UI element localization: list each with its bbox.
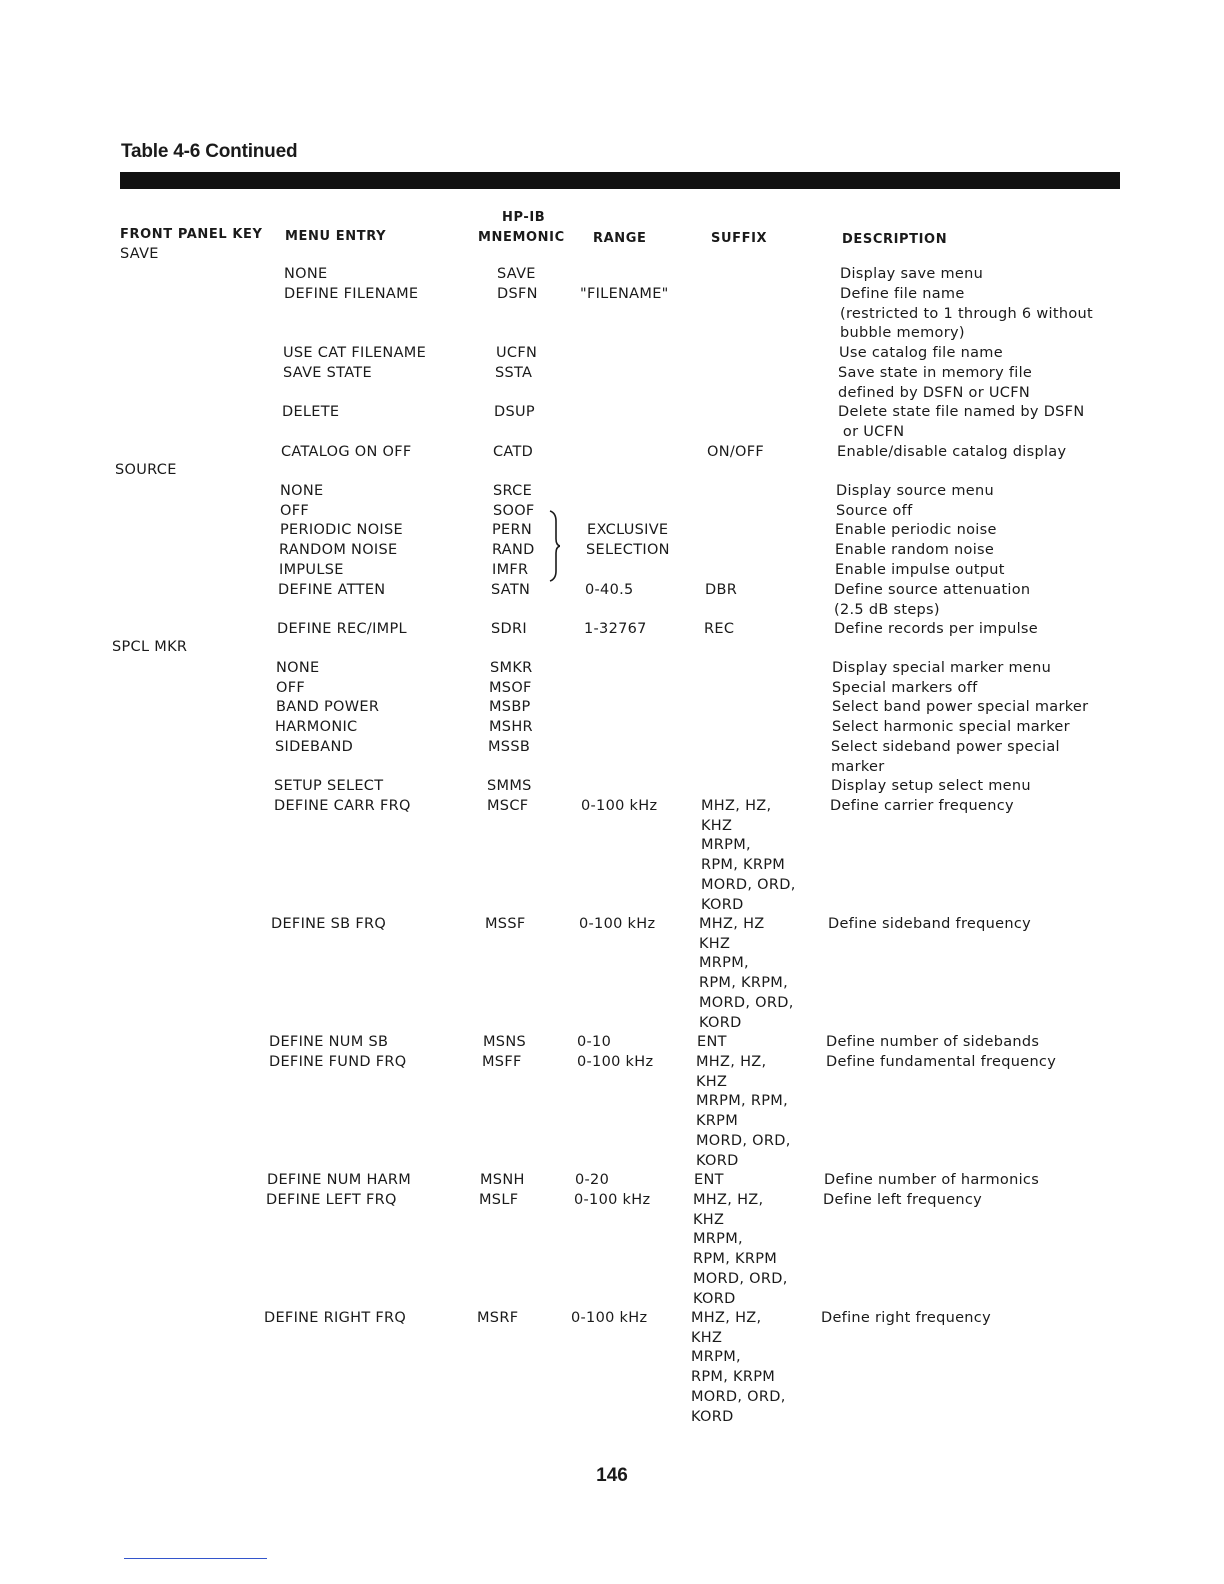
- mnemonic-cell: MSHR: [489, 719, 533, 735]
- mnemonic-cell: MSSB: [488, 739, 531, 755]
- mnemonic-cell: IMFR: [492, 562, 529, 578]
- menu-entry-cell: IMPULSE: [279, 562, 344, 578]
- mnemonic-cell: SAVE: [497, 266, 536, 282]
- mnemonic-cell: SSTA: [495, 365, 533, 381]
- menu-entry-cell: DEFINE REC/IMPL: [277, 621, 407, 637]
- description-cell: Define sideband frequency: [828, 916, 1031, 932]
- mnemonic-cell: SDRI: [491, 621, 527, 637]
- description-cell: Display special marker menu: [832, 660, 1052, 676]
- description-cell: Define records per impulse: [834, 621, 1038, 637]
- mnemonic-cell: SRCE: [493, 483, 533, 499]
- suffix-cell: MHZ, HZ KHZ MRPM, RPM, KRPM, MORD, ORD, KORD: [699, 916, 794, 1031]
- header-mnemonic-line1: HP-IB: [502, 210, 546, 225]
- menu-entry-cell: OFF: [280, 503, 309, 519]
- range-cell: 0-20: [575, 1172, 610, 1188]
- mnemonic-cell: MSNS: [483, 1034, 526, 1050]
- range-cell: "FILENAME": [580, 286, 669, 302]
- table-title: Table 4-6 Continued: [121, 141, 298, 162]
- suffix-cell: ON/OFF: [707, 444, 765, 460]
- menu-entry-cell: DELETE: [282, 404, 340, 420]
- menu-entry-cell: DEFINE RIGHT FRQ: [264, 1310, 407, 1326]
- description-cell: Display save menu: [840, 266, 984, 282]
- mnemonic-cell: SATN: [491, 582, 531, 598]
- range-cell: 0-40.5: [585, 582, 634, 598]
- mnemonic-cell: MSNH: [480, 1172, 525, 1188]
- mnemonic-cell: MSFF: [482, 1054, 522, 1070]
- description-cell: Special markers off: [832, 680, 978, 696]
- range-cell: 0-100 kHz: [574, 1192, 651, 1208]
- menu-entry-cell: SIDEBAND: [275, 739, 354, 755]
- description-cell: Source off: [836, 503, 913, 519]
- menu-entry-cell: BAND POWER: [276, 699, 380, 715]
- key-source: SOURCE: [115, 462, 177, 478]
- range-cell: 0-10: [577, 1034, 612, 1050]
- mnemonic-cell: MSRF: [477, 1310, 519, 1326]
- menu-entry-cell: CATALOG ON OFF: [281, 444, 412, 460]
- mnemonic-cell: MSOF: [489, 680, 532, 696]
- mnemonic-cell: RAND: [492, 542, 535, 558]
- mnemonic-cell: CATD: [493, 444, 534, 460]
- menu-entry-cell: PERIODIC NOISE: [280, 522, 403, 538]
- menu-entry-cell: DEFINE LEFT FRQ: [266, 1192, 397, 1208]
- key-spcl-mkr: SPCL MKR: [112, 639, 188, 655]
- mnemonic-cell: DSFN: [497, 286, 538, 302]
- header-mnemonic-line2: MNEMONIC: [478, 230, 565, 245]
- description-cell: Select sideband power special marker: [831, 739, 1060, 775]
- mnemonic-cell: MSLF: [479, 1192, 519, 1208]
- mnemonic-cell: SMKR: [490, 660, 533, 676]
- mnemonic-cell: MSCF: [487, 798, 529, 814]
- header-range: RANGE: [593, 231, 647, 246]
- menu-entry-cell: DEFINE NUM SB: [269, 1034, 389, 1050]
- exclusive-selection-brace: [544, 509, 560, 583]
- description-cell: Enable/disable catalog display: [837, 444, 1067, 460]
- menu-entry-cell: DEFINE ATTEN: [278, 582, 386, 598]
- range-cell: EXCLUSIVE: [587, 522, 669, 538]
- description-cell: Save state in memory file defined by DSFN or UCFN: [838, 365, 1033, 401]
- menu-entry-cell: NONE: [280, 483, 324, 499]
- header-suffix: SUFFIX: [711, 231, 768, 246]
- menu-entry-cell: OFF: [276, 680, 305, 696]
- mnemonic-cell: MSSF: [485, 916, 526, 932]
- suffix-cell: ENT: [694, 1172, 724, 1188]
- mnemonic-cell: UCFN: [496, 345, 538, 361]
- header-rule: [120, 172, 1120, 189]
- menu-entry-cell: HARMONIC: [275, 719, 358, 735]
- menu-entry-cell: DEFINE NUM HARM: [267, 1172, 412, 1188]
- page-number: 146: [596, 1465, 628, 1486]
- menu-entry-cell: NONE: [284, 266, 328, 282]
- menu-entry-cell: DEFINE CARR FRQ: [274, 798, 411, 814]
- mnemonic-cell: MSBP: [489, 699, 531, 715]
- suffix-cell: MHZ, HZ, KHZ MRPM, RPM, KRPM MORD, ORD, KORD: [693, 1192, 788, 1307]
- description-cell: Select harmonic special marker: [832, 719, 1070, 735]
- description-cell: Enable impulse output: [835, 562, 1005, 578]
- suffix-cell: MHZ, HZ, KHZ MRPM, RPM, KRPM MORD, ORD, KORD: [701, 798, 796, 913]
- suffix-cell: MHZ, HZ, KHZ MRPM, RPM, KRPM MORD, ORD, KORD: [691, 1310, 786, 1425]
- suffix-cell: DBR: [705, 582, 738, 598]
- range-cell: 0-100 kHz: [581, 798, 658, 814]
- mnemonic-cell: PERN: [492, 522, 533, 538]
- description-cell: Define file name (restricted to 1 through 6 without bubble memory): [840, 286, 1093, 342]
- suffix-cell: REC: [704, 621, 735, 637]
- description-cell: Define source attenuation (2.5 dB steps): [834, 582, 1031, 618]
- description-cell: Display source menu: [836, 483, 994, 499]
- description-cell: Use catalog file name: [839, 345, 1003, 361]
- menu-entry-cell: SETUP SELECT: [274, 778, 384, 794]
- header-menu-entry: MENU ENTRY: [285, 229, 387, 244]
- mnemonic-cell: SOOF: [493, 503, 535, 519]
- key-save: SAVE: [120, 246, 159, 262]
- description-cell: Define number of sidebands: [826, 1034, 1040, 1050]
- description-cell: Select band power special marker: [832, 699, 1089, 715]
- description-cell: Define right frequency: [821, 1310, 991, 1326]
- menu-entry-cell: USE CAT FILENAME: [283, 345, 427, 361]
- menu-entry-cell: DEFINE SB FRQ: [271, 916, 387, 932]
- mnemonic-cell: DSUP: [494, 404, 535, 420]
- range-cell: 0-100 kHz: [571, 1310, 648, 1326]
- mnemonic-cell: SMMS: [487, 778, 532, 794]
- description-cell: Enable periodic noise: [835, 522, 997, 538]
- description-cell: Define fundamental frequency: [826, 1054, 1057, 1070]
- description-cell: Delete state file named by DSFN or UCFN: [838, 404, 1085, 440]
- description-cell: Define number of harmonics: [824, 1172, 1040, 1188]
- menu-entry-cell: SAVE STATE: [283, 365, 372, 381]
- range-cell: 1-32767: [584, 621, 647, 637]
- range-cell: SELECTION: [586, 542, 670, 558]
- menu-entry-cell: DEFINE FUND FRQ: [269, 1054, 407, 1070]
- description-cell: Define carrier frequency: [830, 798, 1014, 814]
- description-cell: Define left frequency: [823, 1192, 983, 1208]
- suffix-cell: ENT: [697, 1034, 727, 1050]
- header-front-panel-key: FRONT PANEL KEY: [120, 227, 263, 242]
- menu-entry-cell: NONE: [276, 660, 320, 676]
- description-cell: Enable random noise: [835, 542, 995, 558]
- description-cell: Display setup select menu: [831, 778, 1031, 794]
- suffix-cell: MHZ, HZ, KHZ MRPM, RPM, KRPM MORD, ORD, KORD: [696, 1054, 791, 1169]
- menu-entry-cell: DEFINE FILENAME: [284, 286, 419, 302]
- menu-entry-cell: RANDOM NOISE: [279, 542, 398, 558]
- range-cell: 0-100 kHz: [579, 916, 656, 932]
- header-description: DESCRIPTION: [842, 232, 948, 247]
- footer-rule: [124, 1558, 267, 1559]
- range-cell: 0-100 kHz: [577, 1054, 654, 1070]
